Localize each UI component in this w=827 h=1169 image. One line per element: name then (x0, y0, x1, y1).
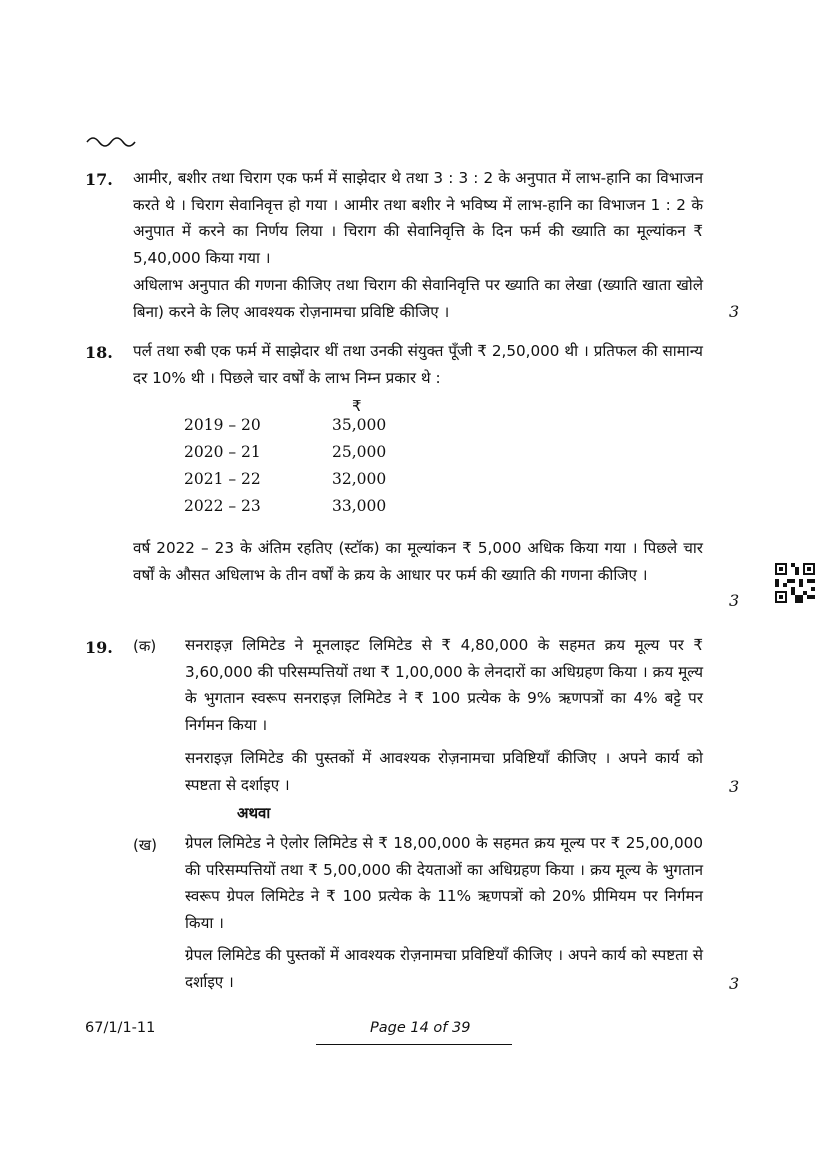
question-19a-label: (क) (133, 637, 157, 655)
tilde-ornament (85, 128, 145, 150)
question-19a-marks: 3 (729, 777, 740, 796)
paper-code: 67/1/1-11 (85, 1020, 156, 1036)
profit-year: 2020 – 21 (184, 443, 261, 461)
profit-amount: 25,000 (332, 443, 387, 461)
question-17-marks: 3 (729, 302, 740, 321)
profit-amount: 32,000 (332, 470, 387, 488)
question-18-marks: 3 (729, 591, 740, 610)
question-18-number: 18. (85, 343, 113, 362)
or-separator: अथवा (237, 804, 271, 822)
question-19b-body: ग्रेपल लिमिटेड ने ऐलोर लिमिटेड से ₹ 18,00,000 के सहमत क्रय मूल्य पर ₹ 25,00,000 की परिसम्पत्तियों तथा ₹ 5,00,000 की देयताओं का अधिग्रहण किया । क्रय मूल्य के भुगतान स्वरूप ग्रेपल लिमिटेड ने ₹ 100 प्रत्येक के 11% ऋणपत्रों को 20% प्रीमियम पर निर्गमन किया । (185, 834, 703, 932)
table-row (184, 416, 402, 443)
question-18-instruction: वर्ष 2022 – 23 के अंतिम रहतिए (स्टॉक) का मूल्यांकन ₹ 5,000 अधिक किया गया । पिछले चार वर्षों के औसत अधिलाभ के तीन वर्षों के क्रय के आधार पर फर्म की ख्याति की गणना कीजिए । (133, 539, 703, 584)
question-19b-instruction: ग्रेपल लिमिटेड की पुस्तकों में आवश्यक रोज़नामचा प्रविष्टियाँ कीजिए । अपने कार्य को स्पष्टता से दर्शाइए । (185, 946, 703, 991)
question-19a-body: सनराइज़ लिमिटेड ने मूनलाइट लिमिटेड से ₹ 4,80,000 के सहमत क्रय मूल्य पर ₹ 3,60,000 की परिसम्पत्तियों तथा ₹ 1,00,000 के लेनदारों का अधिग्रहण किया । क्रय मूल्य के भुगतान स्वरूप सनराइज़ लिमिटेड ने ₹ 100 प्रत्येक के 9% ऋणपत्रों का 4% बट्टे पर निर्गमन किया । (185, 636, 703, 734)
question-17-number: 17. (85, 170, 113, 189)
question-19b-marks: 3 (729, 974, 740, 993)
question-18-body: पर्ल तथा रुबी एक फर्म में साझेदार थीं तथा उनकी संयुक्त पूँजी ₹ 2,50,000 थी । प्रतिफल की सामान्य दर 10% थी । पिछले चार वर्षों के लाभ निम्न प्रकार थे : (133, 342, 703, 387)
question-17-body: आमीर, बशीर तथा चिराग एक फर्म में साझेदार थे तथा 3 : 3 : 2 के अनुपात में लाभ-हानि का विभाजन करते थे । चिराग सेवानिवृत्त हो गया । आमीर तथा बशीर ने भविष्य में लाभ-हानि का विभाजन 1 : 2 के अनुपात में करने का निर्णय लिया । चिराग की सेवानिवृत्ति के दिन फर्म की ख्याति का मूल्यांकन ₹ 5,40,000 किया गया । (133, 169, 703, 267)
question-19b-label: (ख) (133, 836, 157, 854)
profit-amount: 35,000 (332, 416, 387, 434)
page-number: Page 14 of 39 (370, 1020, 471, 1036)
qr-code (775, 563, 815, 603)
table-row (184, 497, 402, 524)
profit-year: 2019 – 20 (184, 416, 261, 434)
table-row (184, 443, 402, 470)
footer-rule (316, 1044, 512, 1045)
profit-year: 2021 – 22 (184, 470, 261, 488)
profit-amount: 33,000 (332, 497, 387, 515)
question-19-number: 19. (85, 638, 113, 657)
question-19a-instruction: सनराइज़ लिमिटेड की पुस्तकों में आवश्यक रोज़नामचा प्रविष्टियाँ कीजिए । अपने कार्य को स्पष्टता से दर्शाइए । (185, 749, 703, 794)
table-row (184, 470, 402, 497)
profit-year: 2022 – 23 (184, 497, 261, 515)
currency-header: ₹ (352, 397, 362, 415)
question-17-instruction: अधिलाभ अनुपात की गणना कीजिए तथा चिराग की सेवानिवृत्ति पर ख्याति का लेखा (ख्याति खाता खोले बिना) करने के लिए आवश्यक रोज़नामचा प्रविष्टि कीजिए । (133, 276, 703, 321)
profits-table (184, 416, 402, 524)
